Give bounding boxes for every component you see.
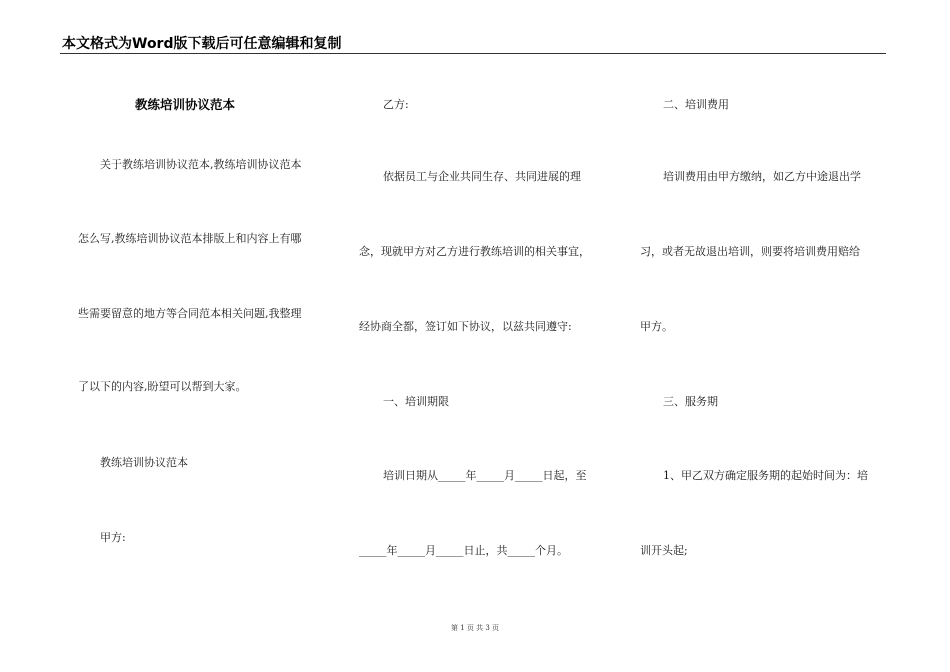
right-line-5: 三、服务期 [663, 395, 718, 408]
middle-line-7: _____年_____月_____日止，共_____个月。 [359, 544, 568, 557]
document-header: 本文格式为Word版下载后可任意编辑和复制 [62, 36, 342, 52]
left-line-4: 了以下的内容,盼望可以帮到大家。 [78, 380, 247, 393]
middle-line-6: 培训日期从_____年_____月_____日起，至 [383, 469, 587, 482]
left-line-1: 关于教练培训协议范本,教练培训协议范本 [100, 158, 302, 171]
right-line-7: 训开头起; [640, 544, 688, 557]
right-line-4: 甲方。 [640, 320, 673, 333]
right-line-1: 二、培训费用 [663, 98, 729, 111]
middle-line-5: 一、培训期限 [383, 395, 449, 408]
middle-line-1: 乙方: [383, 98, 409, 111]
middle-line-2: 依据员工与企业共同生存、共同进展的理 [383, 170, 581, 183]
right-line-3: 习，或者无故退出培训，则要将培训费用赔给 [640, 245, 860, 258]
left-line-5: 教练培训协议范本 [100, 456, 188, 469]
header-divider [60, 53, 886, 54]
middle-line-4: 经协商全都，签订如下协议，以兹共同遵守: [359, 320, 572, 333]
left-line-6: 甲方: [100, 531, 126, 544]
right-line-2: 培训费用由甲方缴纳，如乙方中途退出学 [663, 170, 861, 183]
document-title: 教练培训协议范本 [135, 97, 236, 112]
left-line-2: 怎么写,教练培训协议范本排版上和内容上有哪 [78, 232, 302, 245]
page-number-footer: 第 1 页 共 3 页 [450, 624, 500, 632]
right-line-6: 1、甲乙双方确定服务期的起始时间为：培 [663, 469, 868, 482]
middle-line-3: 念，现就甲方对乙方进行教练培训的相关事宜， [359, 245, 590, 258]
left-line-3: 些需要留意的地方等合同范本相关问题,我整理 [78, 307, 302, 320]
